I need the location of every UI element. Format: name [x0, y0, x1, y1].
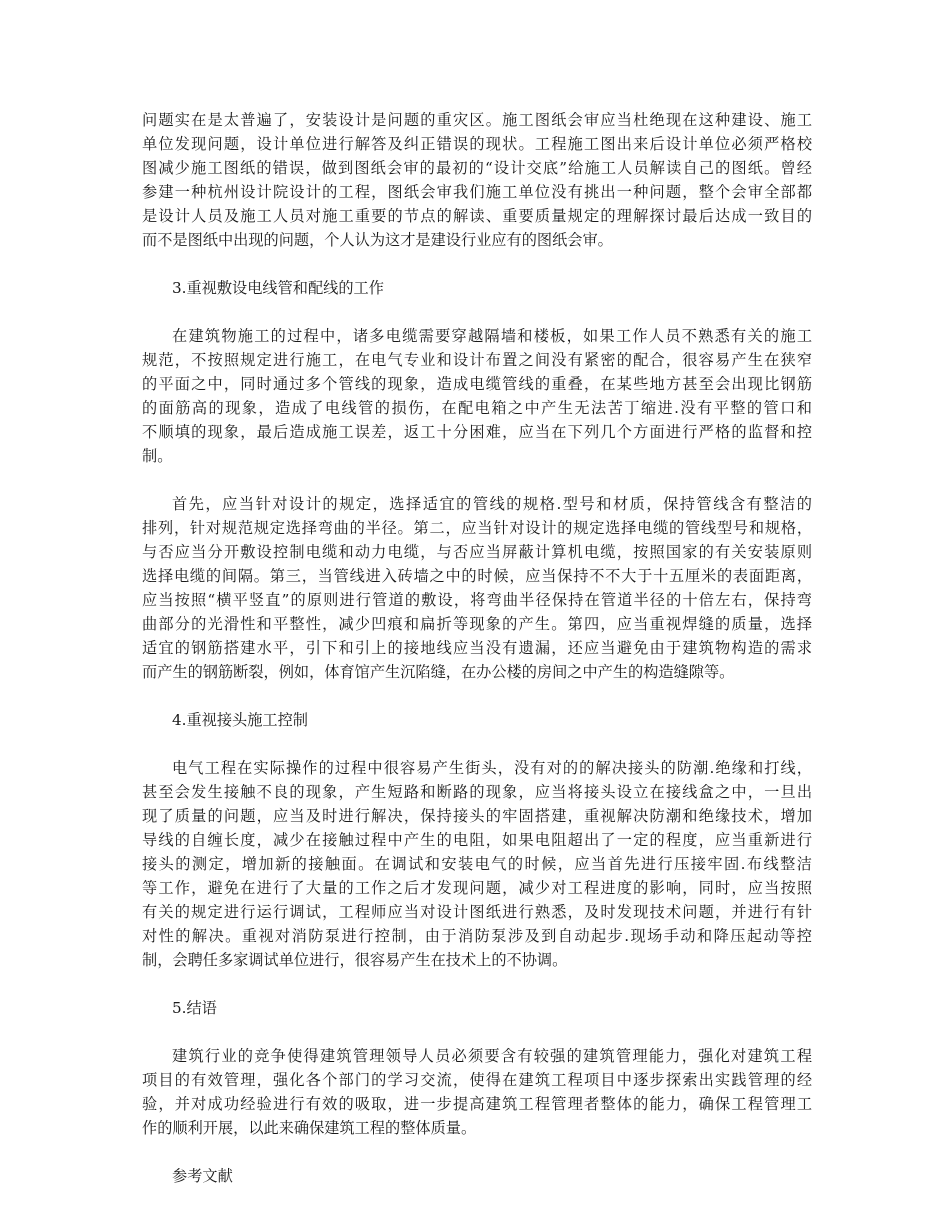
text-line: 曲部分的光滑性和平整性，减少凹痕和扁折等现象的产生。第四，应当重视焊缝的质量，选择	[142, 615, 812, 633]
text-line: 项目的有效管理，强化各个部门的学习交流，使得在建筑工程项目中逐步探索出实践管理的经	[142, 1071, 812, 1089]
text-line: 与否应当分开敷设控制电缆和动力电缆，与否应当屏蔽计算机电缆，按照国家的有关安装原则	[142, 543, 812, 561]
text-line: 有关的规定进行运行调试，工程师应当对设计图纸进行熟悉，及时发现技术问题，并进行有针	[142, 903, 812, 921]
text-line: 建筑行业的竞争使得建筑管理领导人员必须要含有较强的建筑管理能力，强化对建筑工程	[172, 1047, 812, 1065]
references-heading: 参考文献	[172, 1167, 233, 1185]
paragraph-drawing-review	[142, 108, 812, 252]
text-line: 应当按照“横平竖直”的原则进行管道的敷设，将弯曲半径保持在管道半径的十倍左右，保持弯	[142, 591, 812, 609]
text-line: 制。	[142, 447, 173, 465]
section-heading-3: 3.重视敷设电线管和配线的工作	[172, 279, 384, 297]
text-line: 电气工程在实际操作的过程中很容易产生街头，没有对的的解决接头的防潮.绝缘和打线，	[172, 759, 812, 777]
text-line: 等工作，避免在进行了大量的工作之后才发现问题，减少对工程进度的影响，同时，应当按照	[142, 879, 812, 897]
section-heading-4: 4.重视接头施工控制	[172, 711, 308, 729]
text-line: 参建一种杭州设计院设计的工程，图纸会审我们施工单位没有挑出一种问题，整个会审全部都	[142, 183, 812, 201]
paragraph-joint-control	[142, 756, 812, 972]
text-line: 而产生的钢筋断裂，例如，体育馆产生沉陷缝，在办公楼的房间之中产生的构造缝隙等。	[142, 663, 735, 681]
text-line: 是设计人员及施工人员对施工重要的节点的解读、重要质量规定的理解探讨最后达成一致目的	[142, 207, 812, 225]
text-line: 排列，针对规范规定选择弯曲的半径。第二，应当针对设计的规定选择电缆的管线型号和规格，	[142, 519, 812, 537]
paragraph-conduit-wiring	[142, 324, 812, 468]
text-line: 选择电缆的间隔。第三，当管线进入砖墙之中的时候，应当保持不不大于十五厘米的表面距离，	[142, 567, 812, 585]
text-line: 在建筑物施工的过程中，诸多电缆需要穿越隔墙和楼板，如果工作人员不熟悉有关的施工	[172, 327, 812, 345]
text-line: 现了质量的问题，应当及时进行解决，保持接头的牢固搭建，重视解决防潮和绝缘技术，增加	[142, 807, 812, 825]
text-line: 的面筋高的现象，造成了电线管的损伤，在配电箱之中产生无法苦丁缩进.没有平整的管口和	[142, 399, 812, 417]
text-line: 甚至会发生接触不良的现象，产生短路和断路的现象，应当将接头设立在接线盒之中，一旦出	[142, 783, 812, 801]
text-line: 的平面之中，同时通过多个管线的现象，造成电缆管线的重叠，在某些地方甚至会出现比钢筋	[142, 375, 812, 393]
text-line: 不顺填的现象，最后造成施工误差，返工十分困难，应当在下列几个方面进行严格的监督和控	[142, 423, 812, 441]
text-line: 导线的自缠长度，减少在接触过程中产生的电阻，如果电阻超出了一定的程度，应当重新进行	[142, 831, 812, 849]
document-body	[142, 108, 812, 1188]
text-line: 首先，应当针对设计的规定，选择适宜的管线的规格.型号和材质，保持管线含有整洁的	[172, 495, 812, 513]
text-line: 作的顺利开展，以此来确保建筑工程的整体质量。	[142, 1119, 477, 1137]
section-heading-5: 5.结语	[172, 999, 217, 1017]
text-line: 问题实在是太普遍了，安装设计是问题的重灾区。施工图纸会审应当杜绝现在这种建设、施工	[142, 111, 812, 129]
text-line: 单位发现问题，设计单位进行解答及纠正错误的现状。工程施工图出来后设计单位必须严格校	[142, 135, 812, 153]
text-line: 适宜的钢筋搭建水平，引下和引上的接地线应当没有遗漏，还应当避免由于建筑物构造的需求	[142, 639, 812, 657]
text-line: 而不是图纸中出现的问题，个人认为这才是建设行业应有的图纸会审。	[142, 231, 613, 249]
paragraph-conduit-steps	[142, 492, 812, 684]
paragraph-conclusion	[142, 1044, 812, 1140]
text-line: 验，并对成功经验进行有效的吸取，进一步提高建筑工程管理者整体的能力，确保工程管理工	[142, 1095, 812, 1113]
text-line: 对性的解决。重视对消防泵进行控制，由于消防泵涉及到自动起步.现场手动和降压起动等控	[142, 927, 812, 945]
text-line: 图减少施工图纸的错误，做到图纸会审的最初的“设计交底”给施工人员解读自己的图纸。曾经	[142, 159, 812, 177]
text-line: 制，会聘任多家调试单位进行，很容易产生在技术上的不协调。	[142, 951, 568, 969]
text-line: 规范，不按照规定进行施工，在电气专业和设计布置之间没有紧密的配合，很容易产生在狭窄	[142, 351, 812, 369]
text-line: 接头的测定，增加新的接触面。在调试和安装电气的时候，应当首先进行压接牢固.布线整洁	[142, 855, 812, 873]
